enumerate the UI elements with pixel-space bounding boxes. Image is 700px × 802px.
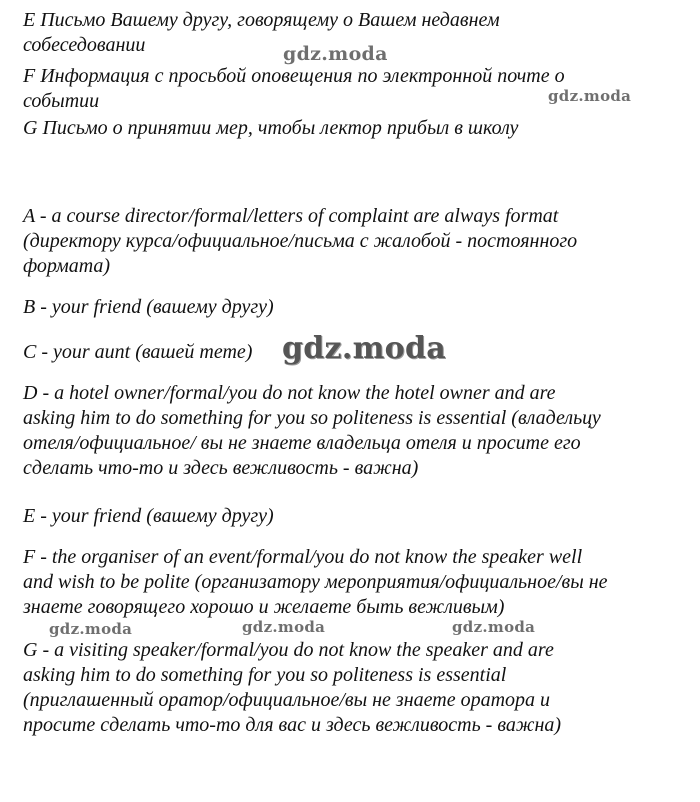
answer-g-line-1: G - a visiting speaker/formal/you do not know the speaker and are [23,639,554,661]
answer-c: C - your aunt (вашей тете) [23,341,253,363]
answer-d-line-1: D - a hotel owner/formal/you do not know the hotel owner and are [23,382,556,404]
answer-g-line-4: просите сделать что-то для вас и здесь вежливость - важна) [23,714,562,736]
watermark-logo: gdz.moda [548,87,632,105]
answer-a-line-1: A - a course director/formal/letters of complaint are always format [23,205,559,227]
answer-d-line-3: отеля/официальное/ вы не знаете владельца отеля и просите его [23,432,581,454]
watermark-logo: gdz.moda [49,620,133,638]
answer-d-line-4: сделать что-то и здесь вежливость - важна) [23,457,419,479]
watermark-logo: gdz.moda [242,618,326,636]
answer-g-line-2: asking him to do something for you so politeness is essential [23,664,507,686]
task-line-e-ru-1: E Письмо Вашему другу, говорящему о Вашем недавнем [23,9,500,31]
watermark-logo: gdz.moda [283,43,388,65]
answer-g-line-3: (приглашенный оратор/официальное/вы не знаете оратора и [23,689,551,711]
answer-f-line-2: and wish to be polite (организатору мероприятия/официальное/вы не [23,571,608,593]
task-line-e-ru-2: собеседовании [23,34,146,56]
task-line-g-ru: G Письмо о принятии мер, чтобы лектор прибыл в школу [23,117,519,139]
answer-f-line-3: знаете говорящего хорошо и желаете быть вежливым) [23,596,505,618]
answer-b: B - your friend (вашему другу) [23,296,274,318]
task-line-f-ru-2: событии [23,90,100,112]
task-line-f-ru-1: F Информация с просьбой оповещения по электронной почте о [23,65,565,87]
answer-f-line-1: F - the organiser of an event/formal/you do not know the speaker well [23,546,583,568]
answer-e: E - your friend (вашему другу) [23,505,274,527]
watermark-logo: gdz.moda [282,331,447,366]
answer-d-line-2: asking him to do something for you so politeness is essential (владельцу [23,407,601,429]
answer-a-line-2: (директору курса/официальное/письма с жалобой - постоянного [23,230,578,252]
answer-a-line-3: формата) [23,255,111,277]
watermark-logo: gdz.moda [452,618,536,636]
